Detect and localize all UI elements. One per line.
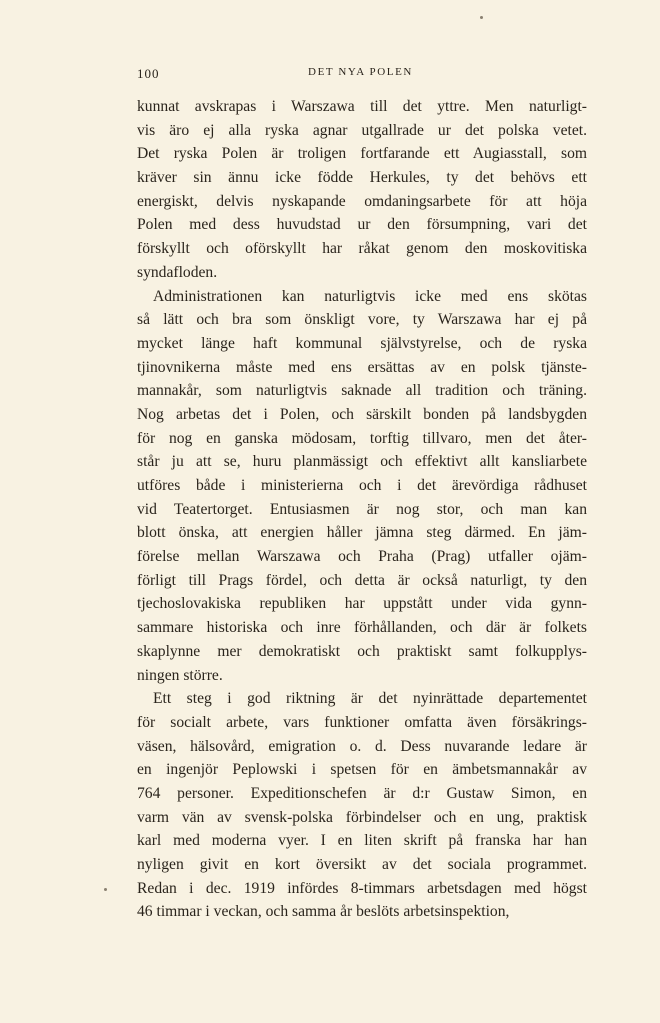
text-line: blott önska, att energien håller jämna steg därmed. En jäm- — [137, 524, 587, 542]
paragraph — [137, 285, 587, 688]
text-line: förligt till Prags fördel, och detta är också naturligt, ty den — [137, 571, 587, 589]
text-line: kunnat avskrapas i Warszawa till det yttre. Men naturligt- — [137, 98, 587, 115]
text-line: varm vän av svensk-polska förbindelser och en ung, praktisk — [137, 808, 587, 826]
text-line: Polen med dess huvudstad ur den försumpning, vari det — [137, 216, 587, 234]
text-line: en ingenjör Peplowski i spetsen för en ämbetsmannakår av — [137, 761, 587, 779]
paragraph — [137, 95, 587, 285]
text-line: nyligen givit en kort översikt av det sociala programmet. — [137, 856, 587, 873]
paper-speck — [480, 16, 483, 19]
text-line: vis äro ej alla ryska agnar utgallrade ur det polska vetet. — [137, 121, 587, 139]
text-line: kräver sin ännu icke födde Herkules, ty det behövs ett — [137, 169, 587, 187]
text-line: för nog en ganska mödosam, torftig tillvaro, men det åter- — [137, 429, 587, 447]
text-line: karl med moderna vyer. I en liten skrift på franska har han — [137, 832, 587, 850]
text-line: syndafloden. — [137, 263, 218, 281]
text-line: energiskt, delvis nyskapande omdaningsarbete för att höja — [137, 192, 587, 210]
text-line: förelse mellan Warszawa och Praha (Prag) utfaller ojäm- — [137, 548, 587, 566]
text-line: för socialt arbete, vars funktioner omfatta även försäkrings- — [137, 713, 587, 731]
text-line: förskyllt och oförskyllt har råkat genom den moskovitiska — [137, 240, 587, 258]
text-line: Det ryska Polen är troligen fortfarande ett Augiasstall, som — [137, 145, 587, 163]
text-line: tjechoslovakiska republiken har uppstått under vida gynn- — [137, 595, 587, 613]
text-line: mannakår, som naturligtvis saknade all tradition och träning. — [137, 382, 587, 400]
running-head: DET NYA POLEN — [308, 66, 413, 78]
paper-speck — [104, 888, 107, 891]
page-header — [137, 66, 584, 86]
text-line: skaplynne mer demokratiskt och praktiskt samt folkupplys- — [137, 642, 587, 660]
text-line: mycket länge haft kommunal självstyrelse, och de ryska — [137, 334, 587, 352]
text-line: så lätt och bra som önskligt vore, ty Warszawa har ej på — [137, 311, 587, 329]
text-line: tjinovnikerna måste med ens ersättas av en polsk tjänste- — [137, 358, 587, 376]
text-line: Nog arbetas det i Polen, och särskilt bonden på landsbygden — [137, 405, 587, 423]
paragraph — [137, 687, 587, 924]
text-line: Administrationen kan naturligtvis icke med ens skötas — [153, 287, 587, 305]
body-text — [137, 95, 587, 924]
text-line: vid Teatertorget. Entusiasmen är nog stor, och man kan — [137, 500, 587, 518]
text-line: står ju att se, huru planmässigt och effektivt allt kansliarbete — [137, 453, 587, 471]
text-line: 764 personer. Expeditionschefen är d:r Gustaw Simon, en — [137, 784, 587, 802]
page-number: 100 — [137, 66, 160, 81]
text-line: sammare historiska och inre förhållanden, och där är folkets — [137, 619, 587, 637]
text-line: 46 timmar i veckan, och samma år beslöts arbetsinspektion, — [137, 903, 510, 921]
text-line: ningen större. — [137, 666, 223, 684]
text-line: Ett steg i god riktning är det nyinrättade departementet — [153, 690, 587, 708]
text-line: väsen, hälsovård, emigration o. d. Dess nuvarande ledare är — [137, 737, 587, 755]
text-line: utföres både i ministerierna och i det ärevördiga rådhuset — [137, 477, 587, 494]
text-line: Redan i dec. 1919 infördes 8-timmars arbetsdagen med högst — [137, 879, 587, 897]
